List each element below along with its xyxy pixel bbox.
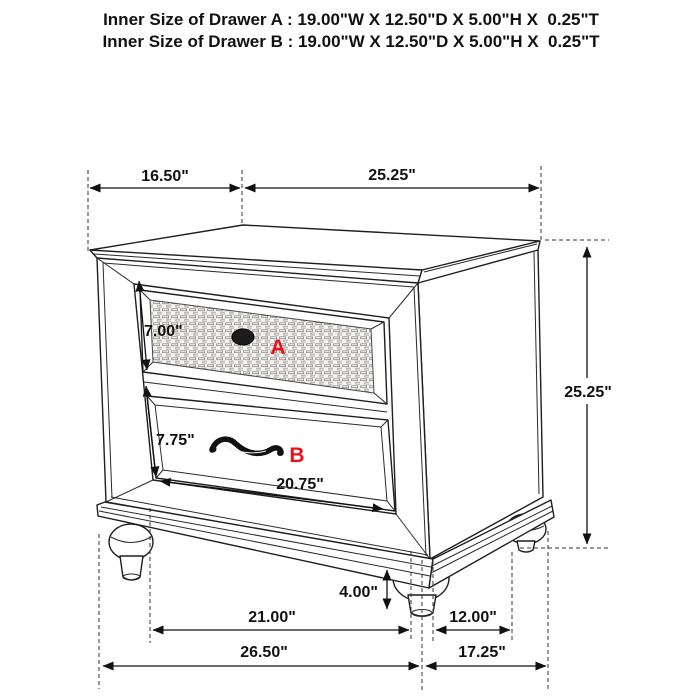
dim-overall-depth-label: 17.25" (458, 644, 506, 661)
dim-feet-span-side-label: 12.00" (449, 609, 497, 626)
dim-top-depth-label: 16.50" (141, 168, 189, 185)
dim-drawer-a-height-label: 7.00" (144, 323, 183, 340)
drawer-b-label: B (289, 444, 305, 467)
dim-foot-height-label: 4.00" (339, 584, 378, 601)
knob-icon (232, 329, 254, 345)
drawer-a-spec-text: Inner Size of Drawer A : 19.00"W X 12.50"D X 5.00"H X 0.25"T (103, 10, 599, 29)
drawer-b-spec-text: Inner Size of Drawer B : 19.00"W X 12.50"D X 5.00"H X 0.25"T (102, 32, 600, 51)
dim-feet-span-front-label: 21.00" (248, 609, 296, 626)
dim-overall-height-label: 25.25" (564, 384, 612, 401)
dim-drawer-b-width-label: 20.75" (276, 476, 324, 493)
dim-overall-width-label: 26.50" (240, 644, 288, 661)
drawer-a-label: A (270, 336, 286, 359)
dim-top-width-label: 25.25" (368, 167, 416, 184)
dim-drawer-b-height-label: 7.75" (156, 432, 195, 449)
